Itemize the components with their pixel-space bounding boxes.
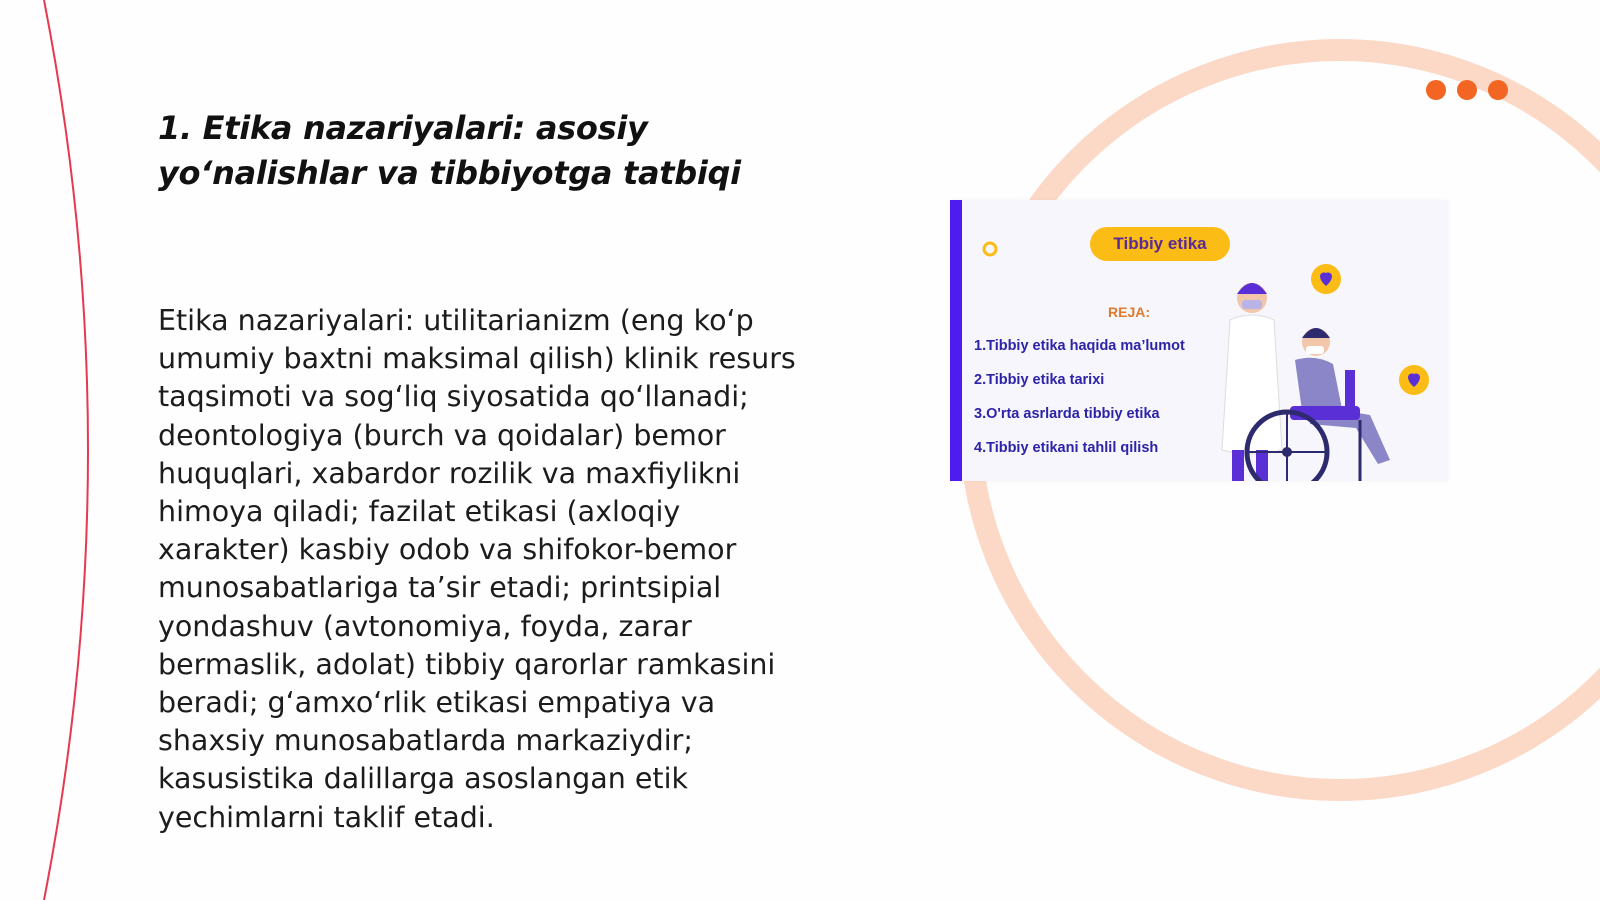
plan-item: 3.O'rta asrlarda tibbiy etika: [974, 406, 1160, 422]
slide-title-line: 1. Etika nazariyalari: asosiy: [158, 109, 648, 147]
body-line: taqsimoti va sog‘liq siyosatida qo‘llanadi;: [158, 380, 749, 414]
plan-item: 2.Tibbiy etika tarixi: [974, 372, 1105, 388]
plan-item: 1.Tibbiy etika haqida ma’lumot: [974, 338, 1185, 354]
plan-heading: REJA:: [1108, 304, 1151, 320]
small-ring-icon: [984, 243, 996, 255]
dot: [1457, 80, 1477, 100]
body-line: deontologiya (burch va qoidalar) bemor: [158, 418, 726, 452]
image-accent-bar: [950, 200, 962, 481]
body-line: Etika nazariyalari: utilitarianizm (eng ko‘p: [158, 304, 754, 337]
body-line: huquqlari, xabardor rozilik va maxfiylikni: [158, 456, 741, 490]
slide-body-text: [158, 302, 858, 837]
body-line: xarakter) kasbiy odob va shifokor-bemor: [158, 533, 737, 567]
orange-dots-icon: [1426, 80, 1508, 100]
body-line: kasusistika dalillarga asoslangan etik: [158, 762, 688, 796]
body-line: yechimlarni taklif etadi.: [158, 800, 495, 834]
slide-title-line: yo‘nalishlar va tibbiyotga tatbiqi: [158, 154, 741, 192]
plan-list: [974, 337, 1185, 473]
body-line: munosabatlariga ta’sir etadi; printsipial: [158, 571, 722, 605]
body-line: umumiy baxtni maksimal qilish) klinik resurs: [158, 342, 796, 376]
image-badge: Tibbiy etika: [1090, 227, 1230, 261]
body-line: himoya qiladi; fazilat etikasi (axloqiy: [158, 495, 681, 529]
body-line: shaxsiy munosabatlarda markaziydir;: [158, 724, 694, 758]
dot: [1488, 80, 1508, 100]
body-line: beradi; g‘amxo‘rlik etikasi empatiya va: [158, 686, 716, 720]
left-red-curve: [44, 0, 88, 900]
body-line: yondashuv (avtonomiya, foyda, zarar: [158, 609, 692, 643]
dot: [1426, 80, 1446, 100]
slide-image: [950, 200, 1448, 481]
plan-item: 4.Tibbiy etikani tahlil qilish: [974, 440, 1159, 456]
slide-title: [158, 106, 858, 196]
body-line: bermaslik, adolat) tibbiy qarorlar ramkasini: [158, 647, 776, 681]
